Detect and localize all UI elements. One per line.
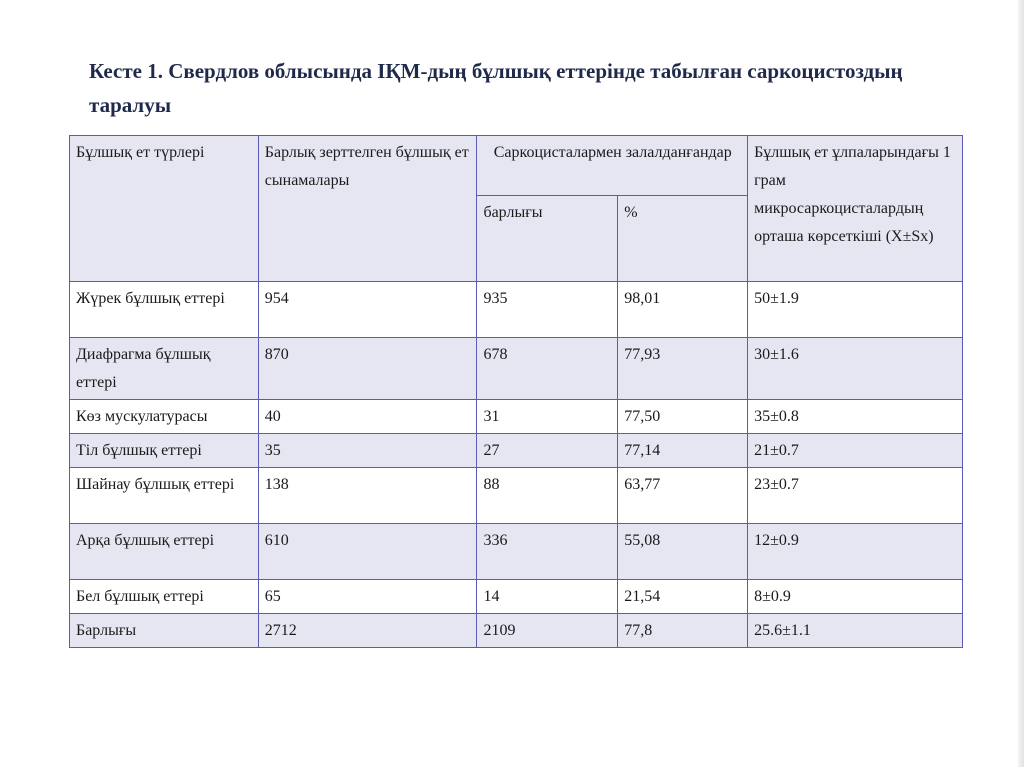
cell-type: Бел бұлшық еттері [70, 580, 259, 614]
cell-type: Жүрек бұлшық еттері [70, 282, 259, 338]
cell-type: Диафрагма бұлшық еттері [70, 338, 259, 400]
cell-percent: 55,08 [618, 524, 748, 580]
table-row [70, 468, 963, 524]
cell-samples: 954 [258, 282, 477, 338]
cell-percent: 77,14 [618, 434, 748, 468]
cell-samples: 138 [258, 468, 477, 524]
cell-type: Көз мускулатурасы [70, 400, 259, 434]
cell-mean: 30±1.6 [748, 338, 963, 400]
cell-infected: 2109 [477, 614, 618, 648]
header-infected-group: Саркоцисталармен залалданғандар [477, 136, 748, 196]
cell-infected: 14 [477, 580, 618, 614]
cell-percent: 98,01 [618, 282, 748, 338]
table-row [70, 580, 963, 614]
cell-type: Арқа бұлшық еттері [70, 524, 259, 580]
cell-infected: 336 [477, 524, 618, 580]
cell-mean: 21±0.7 [748, 434, 963, 468]
cell-samples: 2712 [258, 614, 477, 648]
subheader-percent: % [618, 196, 748, 282]
table-row [70, 400, 963, 434]
cell-samples: 65 [258, 580, 477, 614]
cell-mean: 25.6±1.1 [748, 614, 963, 648]
cell-samples: 870 [258, 338, 477, 400]
cell-infected: 31 [477, 400, 618, 434]
cell-type: Шайнау бұлшық еттері [70, 468, 259, 524]
header-mean-value: Бұлшық ет ұлпаларындағы 1 грам микросаркоцисталардың орташа көрсеткіші (X±Sx) [748, 136, 963, 282]
cell-mean: 12±0.9 [748, 524, 963, 580]
cell-samples: 40 [258, 400, 477, 434]
cell-percent: 63,77 [618, 468, 748, 524]
cell-percent: 77,93 [618, 338, 748, 400]
page-title: Кесте 1. Свердлов облысында ІҚМ-дың бұлшық еттерінде табылған саркоцистоздың таралуы [89, 59, 903, 117]
table-row [70, 282, 963, 338]
cell-mean: 23±0.7 [748, 468, 963, 524]
cell-samples: 610 [258, 524, 477, 580]
table-row [70, 338, 963, 400]
cell-percent: 77,8 [618, 614, 748, 648]
cell-mean: 50±1.9 [748, 282, 963, 338]
cell-percent: 77,50 [618, 400, 748, 434]
header-muscle-type: Бұлшық ет түрлері [70, 136, 259, 282]
cell-type: Тіл бұлшық еттері [70, 434, 259, 468]
slide-edge [1018, 0, 1024, 767]
header-total-samples: Барлық зерттелген бұлшық ет сынамалары [258, 136, 477, 282]
subheader-total: барлығы [477, 196, 618, 282]
cell-mean: 8±0.9 [748, 580, 963, 614]
cell-samples: 35 [258, 434, 477, 468]
cell-mean: 35±0.8 [748, 400, 963, 434]
table-row [70, 434, 963, 468]
cell-infected: 27 [477, 434, 618, 468]
table-row [70, 524, 963, 580]
data-table [69, 135, 963, 648]
table-row-total [70, 614, 963, 648]
cell-percent: 21,54 [618, 580, 748, 614]
header-row [70, 136, 963, 196]
cell-infected: 88 [477, 468, 618, 524]
cell-type: Барлығы [70, 614, 259, 648]
cell-infected: 678 [477, 338, 618, 400]
cell-infected: 935 [477, 282, 618, 338]
